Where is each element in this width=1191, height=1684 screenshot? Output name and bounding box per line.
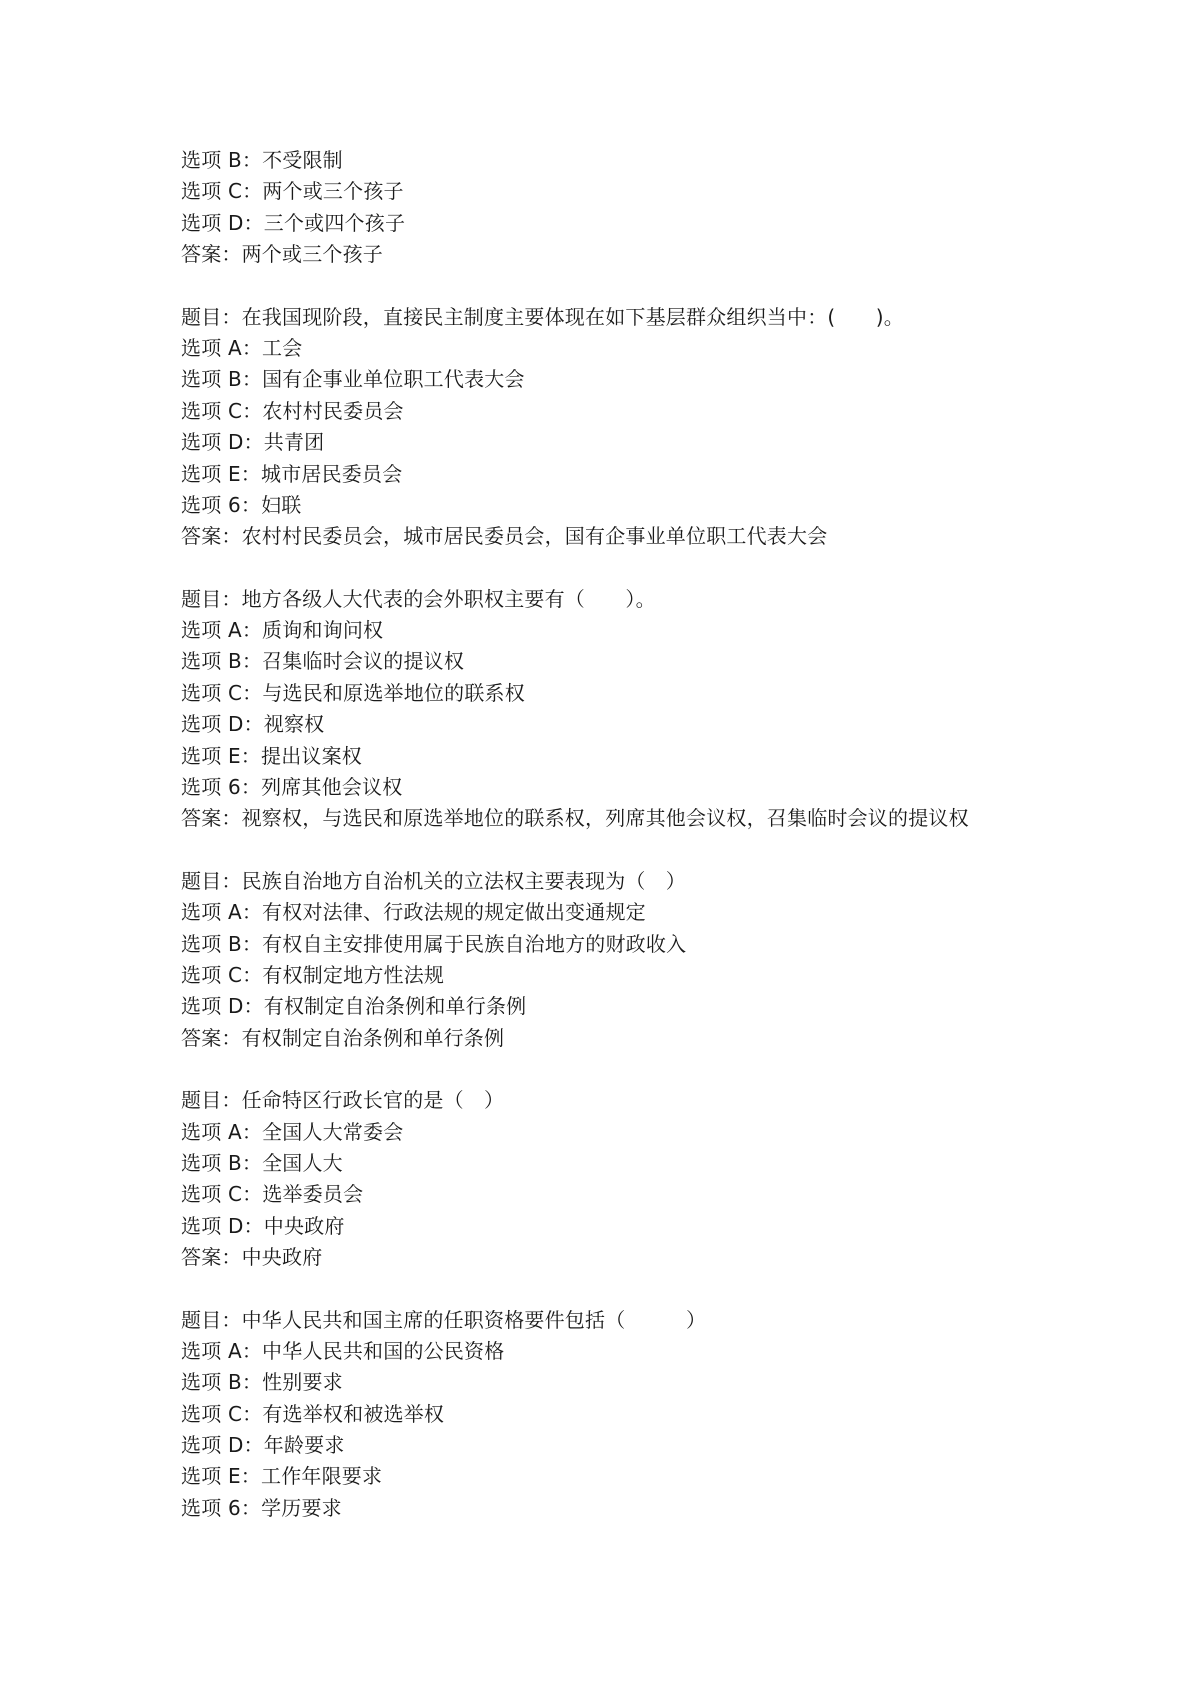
option-line: 选项 E：城市居民委员会 xyxy=(181,461,403,486)
option-line: 选项 6：学历要求 xyxy=(181,1495,342,1520)
option-line: 选项 B：国有企事业单位职工代表大会 xyxy=(181,367,525,392)
option-line: 选项 B：召集临时会议的提议权 xyxy=(181,649,465,674)
option-line: 选项 C：选举委员会 xyxy=(181,1182,364,1207)
answer-line: 答案：视察权，与选民和原选举地位的联系权，列席其他会议权，召集临时会议的提议权 xyxy=(181,806,969,831)
question-block xyxy=(181,1085,1141,1273)
document-page xyxy=(181,145,1141,1555)
option-line: 选项 C：与选民和原选举地位的联系权 xyxy=(181,680,525,705)
option-line: 选项 C：有权制定地方性法规 xyxy=(181,962,445,987)
question-line: 题目：中华人民共和国主席的任职资格要件包括（ ） xyxy=(181,1307,707,1332)
option-line: 选项 A：工会 xyxy=(181,335,303,360)
question-block xyxy=(181,302,1141,553)
option-line: 选项 D：视察权 xyxy=(181,712,325,737)
question-line: 题目：任命特区行政长官的是（ ） xyxy=(181,1088,505,1113)
answer-line: 答案：两个或三个孩子 xyxy=(181,242,383,267)
option-line: 选项 B：全国人大 xyxy=(181,1150,343,1175)
option-line: 选项 A：中华人民共和国的公民资格 xyxy=(181,1338,505,1363)
option-line: 选项 A：质询和询问权 xyxy=(181,618,384,643)
option-line: 选项 6：妇联 xyxy=(181,492,302,517)
option-line: 选项 A：有权对法律、行政法规的规定做出变通规定 xyxy=(181,900,646,925)
option-line: 选项 D：共青团 xyxy=(181,430,325,455)
option-line: 选项 D：三个或四个孩子 xyxy=(181,210,406,235)
option-line: 选项 E：提出议案权 xyxy=(181,743,362,768)
answer-line: 答案：农村村民委员会，城市居民委员会，国有企事业单位职工代表大会 xyxy=(181,524,828,549)
question-block xyxy=(181,584,1141,835)
question-line: 题目：在我国现阶段，直接民主制度主要体现在如下基层群众组织当中：( )。 xyxy=(181,304,905,329)
option-line: 选项 C：有选举权和被选举权 xyxy=(181,1401,445,1426)
question-line: 题目：地方各级人大代表的会外职权主要有（ ）。 xyxy=(181,586,656,611)
question-block xyxy=(181,1305,1141,1525)
option-line: 选项 A：全国人大常委会 xyxy=(181,1119,404,1144)
option-line: 选项 B：不受限制 xyxy=(181,148,343,172)
option-line: 选项 D：有权制定自治条例和单行条例 xyxy=(181,994,527,1019)
question-line: 题目：民族自治地方自治机关的立法权主要表现为（ ） xyxy=(181,868,686,893)
answer-line: 答案：有权制定自治条例和单行条例 xyxy=(181,1025,505,1050)
question-block xyxy=(181,866,1141,1054)
question-block xyxy=(181,145,1141,271)
option-line: 选项 B：有权自主安排使用属于民族自治地方的财政收入 xyxy=(181,931,687,956)
option-line: 选项 C：两个或三个孩子 xyxy=(181,179,404,204)
option-line: 选项 6：列席其他会议权 xyxy=(181,775,403,800)
option-line: 选项 E：工作年限要求 xyxy=(181,1464,383,1489)
answer-line: 答案：中央政府 xyxy=(181,1245,323,1270)
option-line: 选项 D：年龄要求 xyxy=(181,1433,345,1458)
option-line: 选项 C：农村村民委员会 xyxy=(181,398,404,423)
option-line: 选项 B：性别要求 xyxy=(181,1370,343,1395)
option-line: 选项 D：中央政府 xyxy=(181,1213,345,1238)
